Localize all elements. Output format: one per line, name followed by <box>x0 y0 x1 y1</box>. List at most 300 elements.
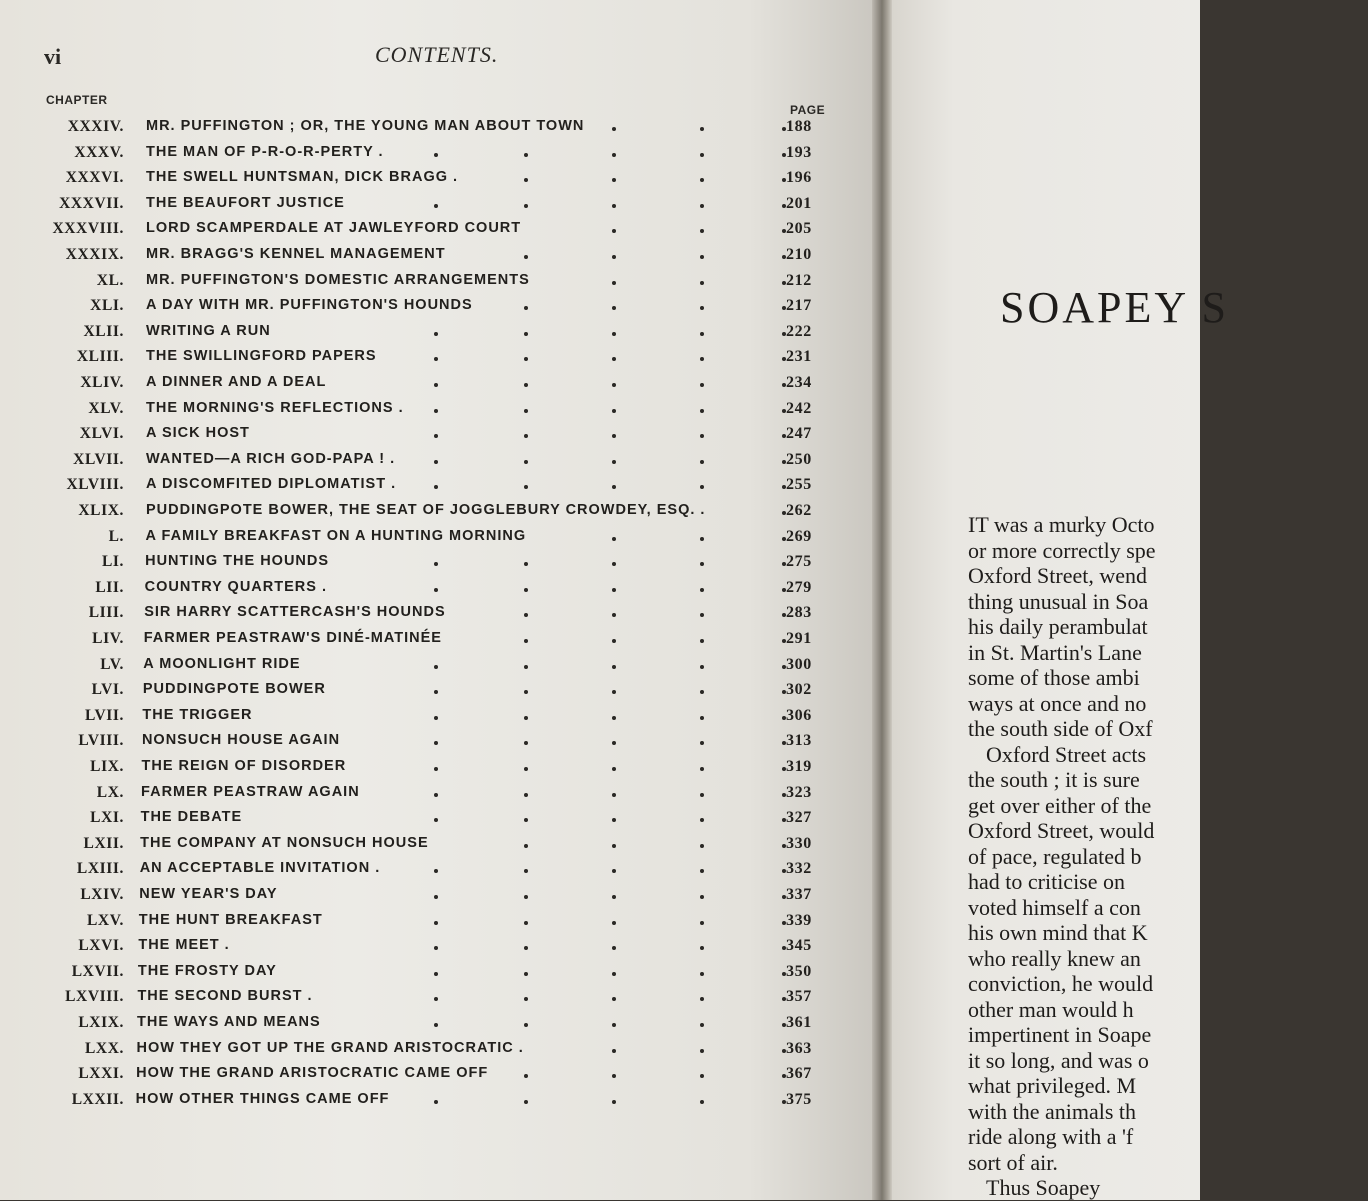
leader-dot <box>434 997 438 1001</box>
leader-dot <box>524 844 528 848</box>
leader-dot <box>434 204 438 208</box>
leader-dot <box>700 844 704 848</box>
page-reference: 255 <box>786 476 812 494</box>
toc-entry <box>0 502 870 526</box>
chapter-number: LXIV. <box>80 886 124 903</box>
leader-dot <box>612 946 616 950</box>
toc-entry <box>0 246 870 270</box>
toc-entry <box>0 809 870 833</box>
leader-dot <box>700 793 704 797</box>
body-line: impertinent in Soape <box>968 1022 1152 1047</box>
toc-entry <box>0 195 870 219</box>
chapter-number: LXX. <box>84 1039 124 1057</box>
page-reference: 222 <box>786 322 812 340</box>
page-reference: 332 <box>786 860 812 878</box>
chapter-title: WANTED—A RICH GOD-PAPA ! . <box>146 450 396 467</box>
leader-dot <box>434 741 438 745</box>
leader-dot <box>700 153 704 157</box>
leader-dot <box>700 255 704 259</box>
leader-dot <box>612 1074 616 1078</box>
body-line: conviction, he would <box>968 971 1154 996</box>
leader-dot <box>612 690 616 694</box>
leader-dot <box>700 869 704 873</box>
chapter-number: LX. <box>96 783 124 801</box>
chapter-title: A DINNER AND A DEAL <box>146 374 327 390</box>
leader-dot <box>612 204 616 208</box>
chapter-number: LXIII. <box>76 860 124 878</box>
leader-dot <box>700 562 704 566</box>
chapter-title: FARMER PEASTRAW'S DINÉ-MATINÉE <box>143 630 442 646</box>
leader-dot <box>524 409 528 413</box>
page-reference: 363 <box>786 1039 812 1057</box>
leader-dot <box>700 127 704 131</box>
body-line: in St. Martin's Lane <box>968 639 1142 665</box>
chapter-title: MR. BRAGG'S KENNEL MANAGEMENT <box>146 246 446 262</box>
chapter-number: LXV. <box>86 911 124 929</box>
leader-dot <box>612 562 616 566</box>
leader-dot <box>612 639 616 643</box>
chapter-number: XLVII. <box>73 450 124 468</box>
leader-dot <box>612 357 616 361</box>
toc-entry <box>0 835 870 859</box>
leader-dot <box>524 588 528 592</box>
chapter-number: LVIII. <box>78 732 124 750</box>
toc-entry <box>0 220 870 244</box>
chapter-number: XXXVI. <box>65 169 124 187</box>
body-line: Oxford Street, wend <box>968 563 1148 588</box>
leader-dot <box>700 1074 704 1078</box>
chapter-number: LIV. <box>92 630 124 647</box>
leader-dot <box>700 741 704 745</box>
leader-dot <box>700 972 704 976</box>
leader-dot <box>782 204 786 208</box>
chapter-number: LII. <box>95 578 124 596</box>
page-reference: 319 <box>786 758 812 775</box>
leader-dot <box>524 306 528 310</box>
chapter-title: FARMER PEASTRAW AGAIN <box>141 783 360 800</box>
leader-dot <box>700 690 704 694</box>
leader-dot <box>700 818 704 822</box>
leader-dot <box>524 460 528 464</box>
page-reference: 367 <box>786 1065 812 1083</box>
leader-dot <box>524 1023 528 1027</box>
leader-dot <box>700 383 704 387</box>
page-reference: 188 <box>786 118 812 135</box>
toc-entry <box>0 476 870 500</box>
column-header-chapter: CHAPTER <box>46 93 108 107</box>
body-line: with the animals th <box>968 1098 1137 1124</box>
page-reference: 201 <box>786 194 812 212</box>
leader-dot <box>524 972 528 976</box>
leader-dot <box>700 639 704 643</box>
body-line: voted himself a con <box>968 894 1141 920</box>
leader-dot <box>612 1049 616 1053</box>
chapter-number: LXXI. <box>78 1065 124 1083</box>
body-line: ways at once and no <box>968 690 1147 716</box>
chapter-number: XLV. <box>88 399 124 417</box>
leader-dot <box>524 1100 528 1104</box>
toc-entry <box>0 272 870 296</box>
leader-dot <box>700 434 704 438</box>
page-reference: 269 <box>786 527 812 545</box>
body-line: thing unusual in Soa <box>968 588 1149 614</box>
chapter-number: LXIX. <box>78 1014 124 1031</box>
toc-entry <box>0 451 870 475</box>
leader-dot <box>434 357 438 361</box>
page-reference: 300 <box>786 655 812 673</box>
leader-dot <box>782 1023 786 1027</box>
page-reference: 337 <box>786 886 812 903</box>
leader-dot <box>612 997 616 1001</box>
body-line: or more correctly spe <box>968 537 1156 563</box>
leader-dot <box>782 332 786 336</box>
toc-entry <box>0 323 870 347</box>
leader-dot <box>434 1100 438 1104</box>
page-reference: 327 <box>786 809 812 827</box>
leader-dot <box>700 767 704 771</box>
toc-entry <box>0 630 870 654</box>
chapter-title: THE HUNT BREAKFAST <box>138 911 323 928</box>
leader-dot <box>524 665 528 669</box>
toc-entry <box>0 988 870 1012</box>
body-line: what privileged. M <box>968 1073 1137 1098</box>
leader-dot <box>782 537 786 541</box>
page-reference: 339 <box>786 911 812 929</box>
leader-dot <box>700 895 704 899</box>
chapter-number: XLI. <box>90 297 124 315</box>
leader-dot <box>524 332 528 336</box>
leader-dot <box>782 460 786 464</box>
chapter-number: XL. <box>96 271 124 289</box>
page-reference: 283 <box>786 604 812 622</box>
leader-dot <box>434 1023 438 1027</box>
leader-dot <box>700 613 704 617</box>
toc-entry <box>0 400 870 424</box>
leader-dot <box>700 332 704 336</box>
leader-dot <box>612 895 616 899</box>
leader-dot <box>612 1023 616 1027</box>
leader-dot <box>612 844 616 848</box>
leader-dot <box>434 818 438 822</box>
leader-dot <box>782 153 786 157</box>
body-line: sort of air. <box>968 1149 1058 1175</box>
chapter-title: THE WAYS AND MEANS <box>137 1014 321 1030</box>
leader-dot <box>612 537 616 541</box>
leader-dot <box>434 460 438 464</box>
leader-dot <box>782 767 786 771</box>
leader-dot <box>612 383 616 387</box>
chapter-title: A DAY WITH MR. PUFFINGTON'S HOUNDS <box>146 297 473 314</box>
leader-dot <box>524 255 528 259</box>
chapter-title: THE TRIGGER <box>142 706 253 723</box>
chapter-title: THE SWILLINGFORD PAPERS <box>146 348 377 365</box>
leader-dot <box>612 793 616 797</box>
leader-dot <box>612 613 616 617</box>
leader-dot <box>700 204 704 208</box>
chapter-title: A FAMILY BREAKFAST ON A HUNTING MORNING <box>145 527 527 544</box>
page-reference: 275 <box>786 553 812 571</box>
leader-dot <box>524 434 528 438</box>
chapter-title: A DISCOMFITED DIPLOMATIST . <box>146 476 397 493</box>
leader-dot <box>612 767 616 771</box>
toc-entry <box>0 374 870 398</box>
leader-dot <box>434 153 438 157</box>
chapter-number: LXII. <box>83 834 124 852</box>
leader-dot <box>700 409 704 413</box>
leader-dot <box>782 665 786 669</box>
toc-entry <box>0 1091 870 1115</box>
page-reference: 234 <box>786 374 812 391</box>
toc-entry <box>0 604 870 628</box>
leader-dot <box>434 767 438 771</box>
leader-dot <box>524 690 528 694</box>
leader-dot <box>524 741 528 745</box>
page-reference: 205 <box>786 220 812 238</box>
leader-dot <box>524 357 528 361</box>
leader-dot <box>434 716 438 720</box>
leader-dot <box>700 1023 704 1027</box>
chapter-number: XXXIV. <box>67 118 124 135</box>
toc-entry <box>0 553 870 577</box>
leader-dot <box>612 716 616 720</box>
leader-dot <box>700 588 704 592</box>
leader-dot <box>782 716 786 720</box>
leader-dot <box>612 153 616 157</box>
leader-dot <box>782 255 786 259</box>
leader-dot <box>700 1100 704 1104</box>
leader-dot <box>612 921 616 925</box>
leader-dot <box>524 793 528 797</box>
leader-dot <box>700 306 704 310</box>
leader-dot <box>524 639 528 643</box>
leader-dot <box>524 562 528 566</box>
leader-dot <box>524 869 528 873</box>
leader-dot <box>524 895 528 899</box>
chapter-title: THE BEAUFORT JUSTICE <box>146 194 345 211</box>
leader-dot <box>524 818 528 822</box>
column-header-page: PAGE <box>790 103 826 117</box>
body-line: get over either of the <box>968 792 1152 818</box>
page-reference: 345 <box>786 937 812 955</box>
chapter-number: LXVII. <box>71 962 124 980</box>
body-line: IT was a murky Octo <box>968 512 1155 537</box>
leader-dot <box>612 306 616 310</box>
page-reference: 193 <box>786 143 812 161</box>
leader-dot <box>782 844 786 848</box>
toc-entry <box>0 656 870 680</box>
toc-entry <box>0 1040 870 1064</box>
toc-entry <box>0 144 870 168</box>
leader-dot <box>700 997 704 1001</box>
chapter-number: LXVIII. <box>65 988 124 1006</box>
toc-entry <box>0 118 870 142</box>
leader-dot <box>434 588 438 592</box>
page-reference: 361 <box>786 1014 812 1031</box>
leader-dot <box>700 716 704 720</box>
page-reference: 306 <box>786 706 812 724</box>
leader-dot <box>700 485 704 489</box>
chapter-title: THE SECOND BURST . <box>137 988 313 1005</box>
leader-dot <box>612 178 616 182</box>
leader-dot <box>612 665 616 669</box>
chapter-title: LORD SCAMPERDALE AT JAWLEYFORD COURT <box>146 220 522 237</box>
leader-dot <box>434 895 438 899</box>
page-reference: 231 <box>786 348 812 366</box>
leader-dot <box>612 255 616 259</box>
body-line: Thus Soapey <box>986 1175 1101 1200</box>
toc-entry <box>0 348 870 372</box>
leader-dot <box>700 665 704 669</box>
running-head: CONTENTS. <box>375 42 499 67</box>
leader-dot <box>434 946 438 950</box>
chapter-number: LIX. <box>90 758 124 775</box>
leader-dot <box>434 409 438 413</box>
toc-entry <box>0 758 870 782</box>
page-reference: 323 <box>786 783 812 801</box>
page-reference: 250 <box>786 450 812 468</box>
body-line: ride along with a 'f <box>968 1124 1134 1149</box>
body-line: the south ; it is sure <box>968 767 1140 792</box>
chapter-number: LVII. <box>84 706 124 724</box>
chapter-title: THE FROSTY DAY <box>137 962 277 979</box>
leader-dot <box>524 921 528 925</box>
body-line: some of those ambi <box>968 665 1140 690</box>
toc-entry <box>0 425 870 449</box>
chapter-number: LVI. <box>91 681 124 699</box>
leader-dot <box>524 485 528 489</box>
chapter-number: LV. <box>100 655 124 673</box>
chapter-number: LXVI. <box>78 937 124 955</box>
chapter-title: THE REIGN OF DISORDER <box>141 758 347 774</box>
chapter-number: XLIII. <box>76 348 124 366</box>
leader-dot <box>700 460 704 464</box>
page-reference: 212 <box>786 271 812 289</box>
leader-dot <box>434 690 438 694</box>
chapter-title: THE COMPANY AT NONSUCH HOUSE <box>140 834 429 851</box>
chapter-title: THE MORNING'S REFLECTIONS . <box>146 399 404 416</box>
page-reference: 357 <box>786 988 812 1006</box>
toc-entry <box>0 579 870 603</box>
leader-dot <box>612 434 616 438</box>
chapter-number: XLVIII. <box>66 476 124 494</box>
chapter-number: XLIV. <box>80 374 124 391</box>
page-reference: 262 <box>786 502 812 519</box>
leader-dot <box>434 921 438 925</box>
toc-entry <box>0 963 870 987</box>
leader-dot <box>612 229 616 233</box>
leader-dot <box>700 921 704 925</box>
leader-dot <box>434 665 438 669</box>
page-reference: 210 <box>786 246 812 263</box>
chapter-title: NEW YEAR'S DAY <box>139 886 278 902</box>
chapter-number: XLIX. <box>78 502 124 519</box>
chapter-title: HUNTING THE HOUNDS <box>145 553 330 570</box>
body-line: his own mind that K <box>968 920 1148 945</box>
chapter-title: THE MAN OF P-R-O-R-PERTY . <box>146 143 384 160</box>
toc-entry <box>0 860 870 884</box>
toc-entry <box>0 681 870 705</box>
leader-dot <box>612 869 616 873</box>
leader-dot <box>782 793 786 797</box>
leader-dot <box>700 281 704 285</box>
chapter-title: SIR HARRY SCATTERCASH'S HOUNDS <box>144 604 446 621</box>
leader-dot <box>434 972 438 976</box>
leader-dot <box>700 229 704 233</box>
body-line: the south side of Oxf <box>968 716 1153 741</box>
page-number: vi <box>44 44 62 69</box>
leader-dot <box>782 409 786 413</box>
body-line: other man would h <box>968 996 1134 1022</box>
chapter-title: NONSUCH HOUSE AGAIN <box>141 732 341 749</box>
leader-dot <box>700 1049 704 1053</box>
leader-dot <box>782 383 786 387</box>
chapter-title: MR. PUFFINGTON'S DOMESTIC ARRANGEMENTS <box>146 271 530 288</box>
body-line: Oxford Street acts <box>986 741 1147 767</box>
leader-dot <box>612 127 616 131</box>
chapter-title: THE DEBATE <box>140 809 243 826</box>
chapter-title: WRITING A RUN <box>146 322 271 339</box>
leader-dot <box>434 485 438 489</box>
toc-entry <box>0 1014 870 1038</box>
page-reference: 279 <box>786 578 812 596</box>
leader-dot <box>612 741 616 745</box>
leader-dot <box>524 946 528 950</box>
chapter-number: LIII. <box>88 604 124 622</box>
book-gutter <box>872 0 894 1200</box>
leader-dot <box>524 997 528 1001</box>
chapter-number: XLII. <box>83 322 124 340</box>
chapter-title: AN ACCEPTABLE INVITATION . <box>139 860 381 877</box>
page-reference: 350 <box>786 962 812 980</box>
body-line: who really knew an <box>968 945 1141 971</box>
chapter-number: LXI. <box>90 809 124 827</box>
leader-dot <box>524 383 528 387</box>
toc-entry <box>0 912 870 936</box>
leader-dot <box>612 409 616 413</box>
chapter-title: THE MEET . <box>138 937 230 954</box>
leader-dot <box>524 204 528 208</box>
leader-dot <box>782 895 786 899</box>
leader-dot <box>782 1049 786 1053</box>
leader-dot <box>434 562 438 566</box>
leader-dot <box>524 178 528 182</box>
chapter-title: A MOONLIGHT RIDE <box>143 655 301 672</box>
page-reference: 196 <box>786 169 812 187</box>
page-reference: 217 <box>786 297 812 315</box>
leader-dot <box>434 869 438 873</box>
page-reference: 330 <box>786 834 812 852</box>
toc-entry <box>0 732 870 756</box>
leader-dot <box>782 639 786 643</box>
leader-dot <box>434 332 438 336</box>
leader-dot <box>612 588 616 592</box>
chapter-number: LI. <box>101 553 124 571</box>
leader-dot <box>612 281 616 285</box>
chapter-title: PUDDINGPOTE BOWER <box>142 681 326 698</box>
page-reference: 375 <box>786 1090 812 1108</box>
chapter-number: XXXVII. <box>59 194 124 212</box>
leader-dot <box>782 511 786 515</box>
chapter-title: MR. PUFFINGTON ; OR, THE YOUNG MAN ABOUT TOWN <box>146 118 585 134</box>
chapter-title: SOAPEY S <box>1000 283 1229 332</box>
leader-dot <box>524 153 528 157</box>
leader-dot <box>434 434 438 438</box>
toc-entry <box>0 528 870 552</box>
leader-dot <box>700 537 704 541</box>
chapter-number: XXXV. <box>74 143 124 161</box>
leader-dot <box>524 767 528 771</box>
leader-dot <box>434 383 438 387</box>
